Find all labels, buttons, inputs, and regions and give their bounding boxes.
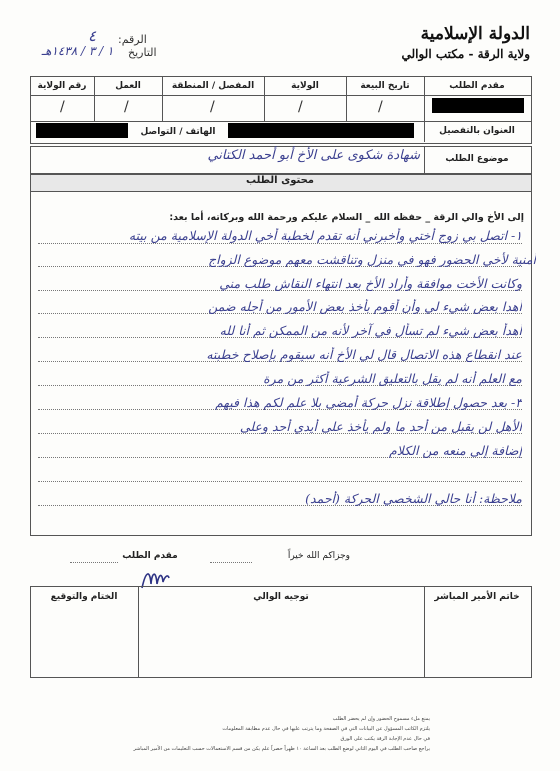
footnote-3: في حال عدم الإجابة الرقة يكتب على الورق — [340, 736, 430, 742]
handwritten-line-1: ١- اتصل بي زوج أختي وأخبرني أنه تقدم لخطبة أخي الدولة الإسلامية من بيته — [128, 228, 522, 243]
subject-label: موضوع الطلب — [445, 154, 509, 164]
handwritten-line-3: وكانت الأخت موافقة وأراد الأخ بعد انتهاء النقاش طلب مني — [219, 276, 522, 291]
cell-value: / — [60, 99, 65, 115]
phone-label: الهاتف / التواصل — [140, 127, 216, 137]
cell-value: / — [210, 99, 215, 115]
redaction-phone — [36, 123, 128, 138]
handwritten-line-9: الأهل لن يقبل من أحد ما ولم يأخذ على أيدي أحد وعلى — [239, 419, 522, 434]
header-work: العمل — [115, 81, 141, 91]
date-value: ١ / ٣ / ١٤٣٨هـ — [41, 44, 114, 58]
header-pledge-date: تاريخ البيعة — [360, 81, 410, 91]
cell-value: / — [378, 99, 383, 115]
subject-value: شهادة شكوى على الأخ أبو أحمد الكتاني — [207, 148, 420, 163]
wali-direction-label: توجيه الوالي — [253, 592, 309, 602]
handwritten-line-2: أمنية لأخي الحضور فهو في منزل وتناقشت معهم موضوع الزواج — [208, 252, 536, 267]
handwritten-line-8: ٣- بعد حصول إطلاقة نزل حركة أمضى بلا علم لكم هذا فيهم — [215, 395, 522, 410]
cell-value: / — [298, 99, 303, 115]
address-label: العنوان بالتفصيل — [439, 126, 515, 136]
footnote-1: يمنع ملء مسموح الحضور وإن لم يحضر الطلب — [332, 716, 430, 722]
date-label: التاريخ — [128, 46, 157, 59]
applicant-signature-label: مقدم الطلب — [122, 551, 178, 561]
footnote-4: يراجع صاحب الطلب في اليوم الثاني لوضع الطلب بعد الساعة ١٠ ظهراً حصراً علم يكن من قسم الاستعمالات حسب التعليمات من الأمير المباشر — [133, 746, 430, 752]
thanks-text: وجزاكم الله خيراً — [287, 551, 350, 561]
redaction-address — [228, 123, 414, 138]
redaction-applicant-name — [432, 98, 524, 113]
header-sector: المفصل / المنطقة — [171, 81, 255, 91]
header-applicant: مقدم الطلب — [449, 81, 505, 91]
handwritten-line-4: أهدا بعض شيء لي وأن أقوم بأخذ بعض الأمور من أجله ضمن — [208, 299, 522, 314]
content-title: محتوى الطلب — [246, 175, 314, 186]
state-title: الدولة الإسلامية — [420, 24, 530, 44]
number-value: ٤ — [88, 27, 97, 45]
handwritten-line-10: إضافة إلى منعه من الكلام — [389, 443, 522, 458]
commander-seal-label: خاتم الأمير المباشر — [434, 592, 520, 602]
stamp-signature-label: الختام والتوقيع — [50, 592, 118, 602]
handwritten-line-5: أهدأ بعض شيء لم تسأل في آخر لأنه من الممكن ثم أنا لله — [219, 323, 522, 338]
handwritten-line-6: عند انقطاع هذه الاتصال قال لي الأخ أنه سيقوم بإصلاح خطبته — [206, 347, 522, 362]
header-province-number: رقم الولاية — [37, 81, 87, 91]
header-province: الولاية — [291, 81, 319, 91]
cell-value: / — [124, 99, 129, 115]
number-label: الرقم: — [118, 33, 147, 46]
salutation: إلى الأخ والي الرقة _ حفظه الله _ السلام عليكم ورحمة الله وبركاته، أما بعد: — [169, 212, 524, 223]
footnote-2: يلتزم الكاتب المسؤول عن البيانات التي في الصفحة وما يترتب عليها في حال عدم مطابقة المعلومات — [222, 726, 430, 732]
office-subtitle: ولاية الرقة - مكتب الوالي — [401, 47, 530, 61]
handwritten-line-7: مع العلم أنه لم يقل بالتعليق الشرعية أكثر من مرة — [263, 371, 522, 386]
handwritten-note: ملاحظة: أنا حالي الشخصي الحركة (أحمد) — [305, 491, 522, 506]
